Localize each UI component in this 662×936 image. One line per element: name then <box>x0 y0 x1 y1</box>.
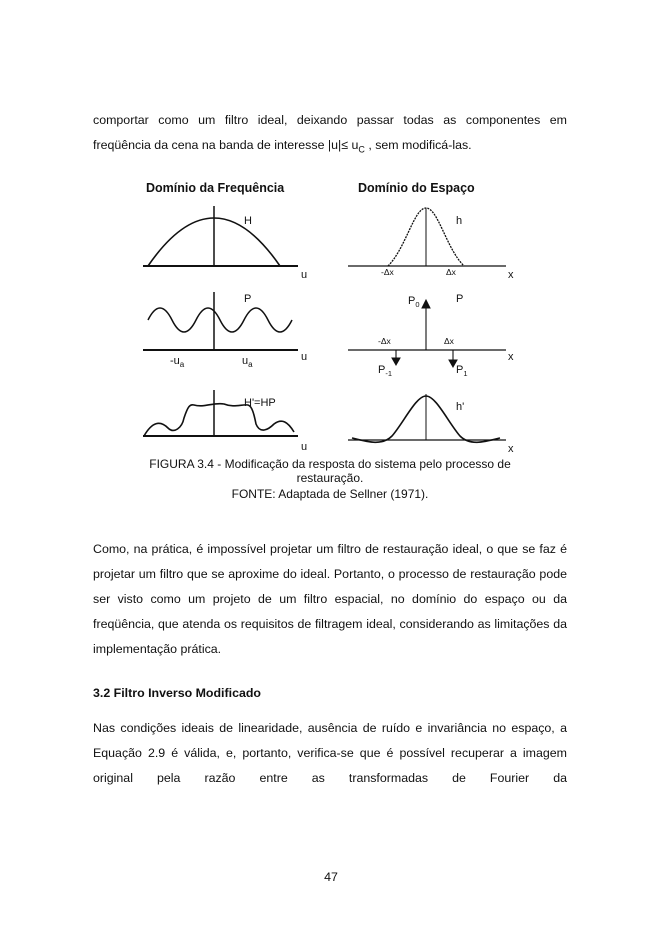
sub-a-2: a <box>248 360 253 369</box>
label-P-freq: P <box>244 293 252 305</box>
neg-u: -u <box>170 355 180 367</box>
paragraph-middle: Como, na prática, é impossível projetar um filtro de restauração ideal, o que se faz é projetar um filtro que se aproxime do ideal. Portanto, o processo de restauração pode ser visto como um projeto de um filtro espacial, no domínio do espaço ou da freqüência, que atenda os requisitos de filtragem ideal, considerando as limitações da implementação prática. <box>93 542 567 656</box>
panel-h-prime <box>348 394 506 442</box>
title-frequency-domain: Domínio da Frequência <box>146 181 285 195</box>
label-neg-dx-1: -Δx <box>381 267 394 277</box>
P1-sub: 1 <box>463 369 468 378</box>
subscript-c: C <box>358 144 365 155</box>
label-u-3: u <box>301 441 308 453</box>
title-space-domain: Domínio do Espaço <box>358 181 475 195</box>
page-number: 47 <box>324 870 338 884</box>
P0-sub: 0 <box>415 300 420 309</box>
label-u-1: u <box>301 269 308 281</box>
label-neg-ua <box>170 355 185 369</box>
figure-caption-line1: FIGURA 3.4 - Modificação da resposta do sistema pelo processo de <box>149 457 511 471</box>
Pm1: P <box>378 364 386 376</box>
label-H: H <box>244 215 252 227</box>
Pm1-sub: -1 <box>385 369 393 378</box>
paragraph-top-text: freqüência da cena na banda de interesse |u|≤ u <box>93 138 359 152</box>
panel-h <box>348 208 506 266</box>
label-x-1: x <box>508 269 514 281</box>
figure-caption-line2: restauração. <box>296 471 364 485</box>
P0: P <box>408 295 416 307</box>
label-HP: H'=HP <box>244 397 276 409</box>
paragraph-top-line2 <box>93 133 567 162</box>
label-x-3: x <box>508 443 514 453</box>
panel-P-space <box>348 300 506 367</box>
label-h: h <box>456 215 463 227</box>
paragraph-top-end: , sem modificá-las. <box>364 138 472 152</box>
figure-3-4 <box>138 178 528 453</box>
label-P-minus1 <box>378 364 392 378</box>
label-x-2: x <box>508 351 514 363</box>
label-P-space: P <box>456 293 464 305</box>
P1: P <box>456 364 464 376</box>
label-P0 <box>408 295 420 309</box>
figure-source: FONTE: Adaptada de Sellner (1971). <box>231 487 429 501</box>
label-P1 <box>456 364 468 378</box>
section-heading: 3.2 Filtro Inverso Modificado <box>93 686 261 700</box>
paragraph-top-line1: comportar como um filtro ideal, deixando passar todas as componentes em <box>93 113 567 127</box>
paragraph-bottom: Nas condições ideais de linearidade, ausência de ruído e invariância no espaço, a Equação 2.9 é válida, e, portanto, verifica-se que é possível recuperar a imagem original pela razão entre as transformadas de Fourier da <box>93 721 567 785</box>
sub-a-1: a <box>179 360 185 369</box>
label-u-2: u <box>301 351 308 363</box>
label-neg-dx-2: -Δx <box>378 336 391 346</box>
panel-P-freq <box>143 292 298 350</box>
panel-H <box>143 206 298 266</box>
label-h-prime: h' <box>456 401 465 413</box>
u: u <box>242 355 249 367</box>
label-dx-1: Δx <box>446 267 456 277</box>
label-ua <box>242 355 253 369</box>
label-dx-2: Δx <box>444 336 454 346</box>
